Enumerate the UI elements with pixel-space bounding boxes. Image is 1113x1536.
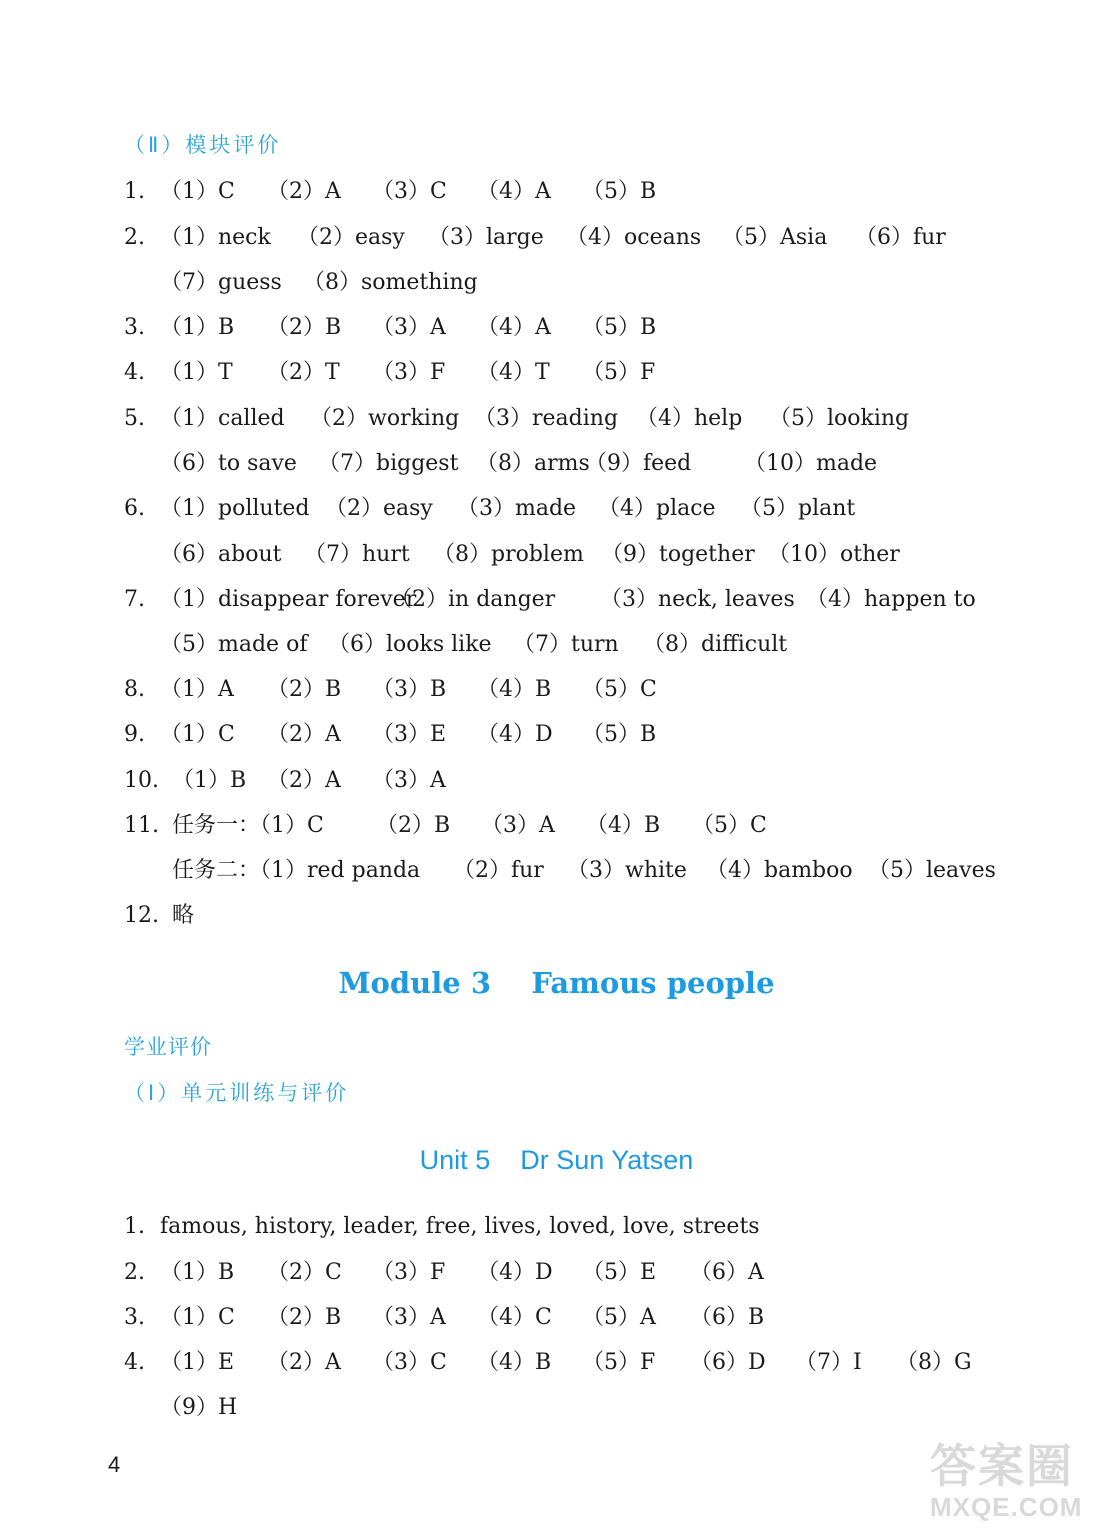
answer-item: （3）C <box>372 179 447 204</box>
answer-item: （2）A <box>267 179 341 204</box>
answer-row <box>0 1348 1113 1378</box>
answer-row <box>0 540 1113 570</box>
academic-eval-heading: 学业评价 <box>124 1035 212 1059</box>
question-number: 9. <box>124 722 145 747</box>
answer-item: （6）D <box>690 1350 766 1375</box>
answer-item: （1）C <box>160 1305 235 1330</box>
answer-item: （3）B <box>372 677 447 702</box>
answer-item: （1）disappear forever <box>160 587 417 612</box>
answer-item: （3）made <box>457 496 577 521</box>
answer-item: （6）about <box>160 542 282 567</box>
answer-row <box>0 630 1113 660</box>
answer-item: （1）C <box>160 722 235 747</box>
answer-item: （4）D <box>477 1260 553 1285</box>
answer-item: （9）feed <box>585 451 692 476</box>
answer-item: （6）fur <box>855 225 946 250</box>
answer-item: （1）C <box>160 179 235 204</box>
answer-row <box>0 901 1113 931</box>
answer-item: （3）white <box>567 858 687 883</box>
answer-row <box>0 358 1113 388</box>
answer-item: （3）A <box>372 1305 446 1330</box>
answer-item: （8）G <box>896 1350 972 1375</box>
answer-item: （3）F <box>372 360 446 385</box>
answer-item: （4）bamboo <box>706 858 853 883</box>
answer-item: （1）T <box>160 360 233 385</box>
answer-item: （1）E <box>160 1350 235 1375</box>
answer-row <box>0 1258 1113 1288</box>
question-number: 1. <box>124 1214 145 1239</box>
answer-item: （5）F <box>582 360 656 385</box>
answer-row <box>0 766 1113 796</box>
answer-row <box>0 494 1113 524</box>
answer-item: （2）working <box>310 406 460 431</box>
answer-item: （3）C <box>372 1350 447 1375</box>
answer-item: （5）made of <box>160 632 308 657</box>
answer-item: （8）problem <box>433 542 584 567</box>
answer-row <box>0 585 1113 615</box>
answer-item: （4）B <box>477 677 552 702</box>
answer-item: （5）Asia <box>722 225 828 250</box>
answer-item: （5）E <box>582 1260 657 1285</box>
answer-item: （4）happen to <box>806 587 976 612</box>
answer-item: （1）A <box>160 677 234 702</box>
answer-item: 任务一：（1）C <box>172 813 324 838</box>
answer-item: （4）oceans <box>566 225 702 250</box>
answer-item: （3）neck, leaves <box>600 587 795 612</box>
answer-row <box>0 449 1113 479</box>
answer-row <box>0 1303 1113 1333</box>
question-number: 5. <box>124 406 145 431</box>
question-number: 12. <box>124 903 159 928</box>
answer-item: （6）B <box>690 1305 765 1330</box>
answer-item: famous, history, leader, free, lives, loved, love, streets <box>160 1214 760 1239</box>
answer-row <box>0 1212 1113 1242</box>
answer-item: （2）B <box>376 813 451 838</box>
answer-item: （2）C <box>267 1260 342 1285</box>
answer-item: （2）B <box>267 1305 342 1330</box>
question-number: 11. <box>124 813 159 838</box>
answer-item: （5）B <box>582 315 657 340</box>
answer-item: （3）A <box>481 813 555 838</box>
page-number: 4 <box>108 1452 121 1477</box>
question-number: 2. <box>124 1260 145 1285</box>
answer-item: （7）biggest <box>318 451 459 476</box>
question-number: 3. <box>124 1305 145 1330</box>
watermark-logo <box>930 1440 1105 1532</box>
answer-item: （5）C <box>692 813 767 838</box>
answer-item: （4）A <box>477 179 551 204</box>
answer-item: 略 <box>172 903 195 928</box>
answer-row <box>0 1393 1113 1423</box>
answer-item: （2）B <box>267 315 342 340</box>
answer-row <box>0 811 1113 841</box>
answer-item: （2）A <box>267 722 341 747</box>
answer-item: （8）something <box>303 270 478 295</box>
answer-item: （7）guess <box>160 270 282 295</box>
unit-title: Unit 5 Dr Sun Yatsen <box>419 1145 694 1175</box>
answer-item: （1）polluted <box>160 496 310 521</box>
answer-item: （2）T <box>267 360 340 385</box>
answer-row <box>0 404 1113 434</box>
answer-item: （4）B <box>477 1350 552 1375</box>
question-number: 6. <box>124 496 145 521</box>
answer-item: （3）E <box>372 722 447 747</box>
answer-item: （7）I <box>795 1350 862 1375</box>
answer-item: （2）in danger <box>390 587 556 612</box>
section-unit-eval: （Ⅰ）单元训练与评价 <box>124 1081 350 1105</box>
answer-item: （4）B <box>586 813 661 838</box>
answer-item: （10）other <box>768 542 900 567</box>
answer-item: （10）made <box>744 451 878 476</box>
answer-item: （5）A <box>582 1305 656 1330</box>
answer-item: （5）leaves <box>868 858 996 883</box>
question-number: 10. <box>124 768 159 793</box>
answer-item: （4）A <box>477 315 551 340</box>
question-number: 8. <box>124 677 145 702</box>
answer-row <box>0 675 1113 705</box>
question-number: 2. <box>124 225 145 250</box>
answer-item: （6）A <box>690 1260 764 1285</box>
module-title: Module 3 Famous people <box>338 966 775 1000</box>
answer-item: （5）B <box>582 722 657 747</box>
question-number: 3. <box>124 315 145 340</box>
answer-item: （1）B <box>160 315 235 340</box>
answer-item: （2）easy <box>297 225 405 250</box>
answer-item: （3）F <box>372 1260 446 1285</box>
answer-item: （7）turn <box>513 632 619 657</box>
answer-item: （5）looking <box>769 406 910 431</box>
answer-item: （3）A <box>372 768 446 793</box>
answer-row <box>0 720 1113 750</box>
answer-item: （3）large <box>428 225 544 250</box>
answer-row <box>0 856 1113 886</box>
answer-item: （7）hurt <box>304 542 410 567</box>
answer-item: （2）B <box>267 677 342 702</box>
answer-item: （5）B <box>582 179 657 204</box>
question-number: 1. <box>124 179 145 204</box>
answer-item: （4）C <box>477 1305 552 1330</box>
answer-item: （1）B <box>172 768 247 793</box>
answer-item: （4）T <box>477 360 550 385</box>
answer-item: （2）A <box>267 1350 341 1375</box>
answer-item: （6）to save <box>160 451 297 476</box>
section-module-eval: （Ⅱ）模块评价 <box>124 133 282 157</box>
answer-row <box>0 177 1113 207</box>
answer-item: （1）neck <box>160 225 271 250</box>
question-number: 4. <box>124 1350 145 1375</box>
answer-item: （4）help <box>636 406 743 431</box>
answer-item: （4）place <box>598 496 716 521</box>
watermark-top: 答案圈 <box>930 1440 1074 1492</box>
answer-item: （5）C <box>582 677 657 702</box>
answer-item: （1）called <box>160 406 285 431</box>
answer-row <box>0 223 1113 253</box>
answer-item: （5）F <box>582 1350 656 1375</box>
answer-item: （4）D <box>477 722 553 747</box>
answer-item: （9）together <box>601 542 755 567</box>
answer-item: 任务二：（1）red panda <box>172 858 421 883</box>
watermark-bottom: MXQE.COM <box>930 1492 1083 1522</box>
answer-item: （5）plant <box>740 496 856 521</box>
answer-item: （2）fur <box>453 858 544 883</box>
answer-item: （1）B <box>160 1260 235 1285</box>
question-number: 4. <box>124 360 145 385</box>
answer-row <box>0 313 1113 343</box>
answer-row <box>0 268 1113 298</box>
answer-item: （2）easy <box>325 496 433 521</box>
answer-item: （6）looks like <box>328 632 492 657</box>
answer-item: （8）difficult <box>643 632 788 657</box>
answer-item: （8）arms <box>476 451 590 476</box>
answer-item: （9）H <box>160 1395 238 1420</box>
answer-item: （3）A <box>372 315 446 340</box>
answer-item: （2）A <box>267 768 341 793</box>
question-number: 7. <box>124 587 145 612</box>
answer-item: （3）reading <box>474 406 619 431</box>
